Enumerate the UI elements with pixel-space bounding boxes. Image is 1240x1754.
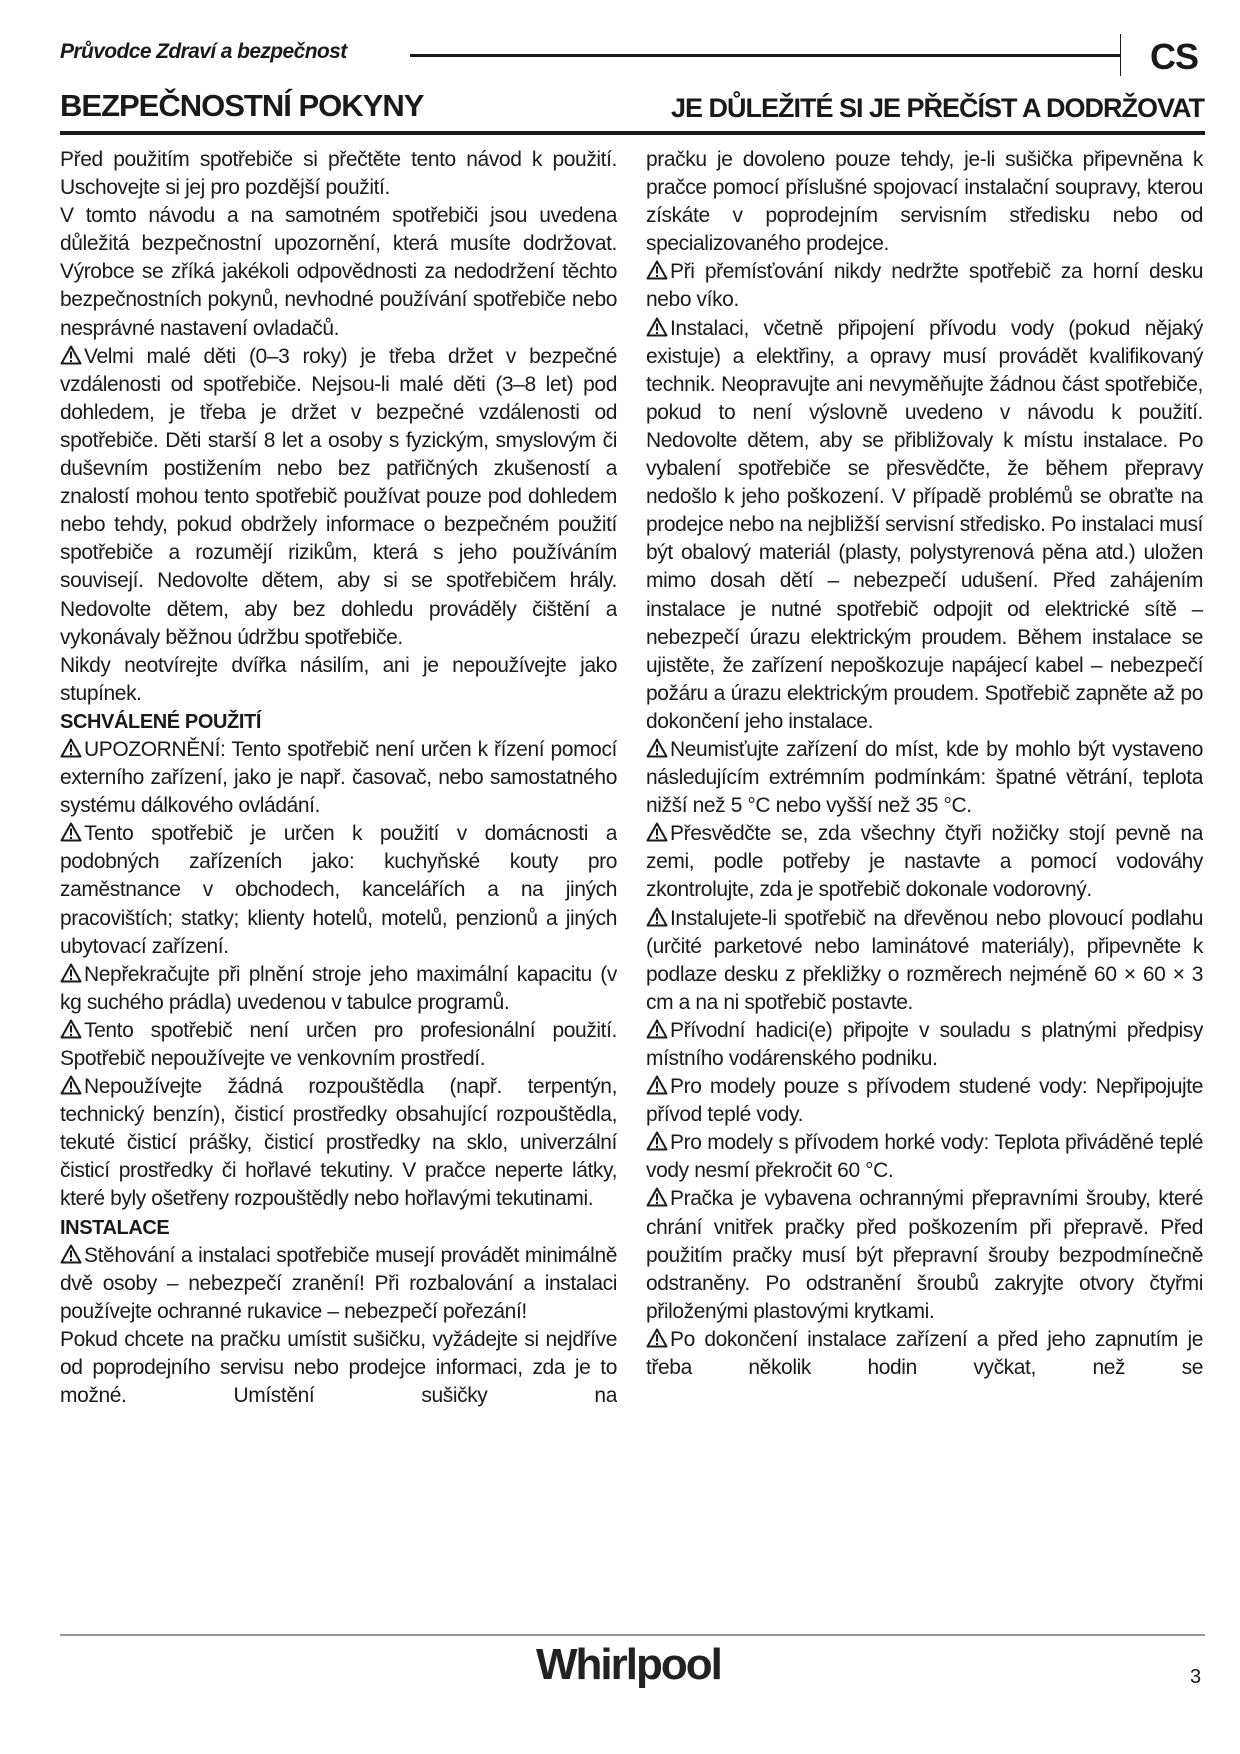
warning-text: Neumisťujte zařízení do míst, kde by mohlo být vystaveno následujícím extrémním podmínkám: špatné větrání, teplota nižší než 5 °C nebo vyšší než 35 °C.	[646, 737, 1203, 818]
warning-paragraph	[60, 820, 617, 960]
guide-title: Průvodce Zdraví a bezpečnost	[60, 40, 347, 63]
warning-text: Pračka je vybavena ochrannými přepravními šrouby, které chrání vnitřek pračky před poškozením při přepravě. Před použitím pračky musí být přepravní šrouby bezpodmínečně odstraněny. Po odstranění šroubů zakryjte otvory čtyřmi přiloženými plastovými krytkami.	[646, 1187, 1203, 1323]
warning-icon	[60, 738, 84, 761]
warning-text: UPOZORNĚNÍ: Tento spotřebič není určen k řízení pomocí externího zařízení, jako je např. časovač, nebo samostatného systému dálkového ovládání.	[60, 737, 617, 818]
warning-icon	[646, 1131, 670, 1154]
warning-icon	[60, 1244, 84, 1267]
warning-paragraph	[646, 905, 1203, 1017]
warning-text: Přívodní hadici(e) připojte v souladu s platnými předpisy místního vodárenského podniku.	[646, 1018, 1203, 1070]
warning-paragraph	[646, 1326, 1203, 1382]
warning-paragraph	[646, 1017, 1203, 1073]
footer-rule	[60, 1634, 1205, 1636]
header-divider	[410, 54, 1120, 57]
warning-paragraph	[646, 258, 1203, 314]
section-heading: INSTALACE	[60, 1216, 170, 1239]
warning-icon	[646, 1019, 670, 1042]
warning-text: Nepřekračujte při plnění stroje jeho maximální kapacitu (v kg suchého prádla) uvedenou v tabulce programů.	[60, 962, 617, 1014]
warning-paragraph	[60, 1073, 617, 1213]
warning-text: Pro modely pouze s přívodem studené vody: Nepřipojujte přívod teplé vody.	[646, 1075, 1203, 1127]
header-vertical-divider	[1120, 34, 1121, 76]
paragraph: V tomto návodu a na samotném spotřebiči jsou uvedena důležitá bezpečnostní upozornění, která musíte dodržovat. Výrobce se zříká jakékoli odpovědnosti za nedodržení těchto bezpečnostních pokynů, nevhodné používání spotřebiče nebo nesprávné nastavení ovladačů.	[60, 204, 617, 340]
warning-paragraph	[60, 1017, 617, 1073]
warning-text: Po dokončení instalace zařízení a před jeho zapnutím je třeba několik hodin vyčkat, než se	[646, 1327, 1203, 1380]
warning-icon	[60, 963, 84, 986]
warning-icon	[646, 317, 670, 340]
warning-text: Nepoužívejte žádná rozpouštědla (např. terpentýn, technický benzín), čisticí prostředky obsahující rozpouštědla, tekuté čisticí prášky, čisticí prostředky na sklo, univerzální čisticí prostředky či hořlavé tekutiny. V pračce neperte látky, které byly ošetřeny rozpouštědly nebo hořlavými tekutinami.	[60, 1075, 617, 1211]
warning-text: Velmi malé děti (0–3 roky) je třeba držet v bezpečné vzdálenosti od spotřebiče. Nejsou-li malé děti (3–8 let) pod dohledem, je třeba je držet v bezpečné vzdálenosti od spotřebiče. Děti starší 8 let a osoby s fyzickým, smyslovým či duševním postižením nebo bez patřičných zkušeností a znalostí mohou tento spotřebič používat pouze pod dohledem nebo tehdy, pokud obdržely informace o bezpečném použití spotřebiče a rozumějí rizikům, která s jeho používáním souvisejí. Nedovolte dětem, aby si se spotřebičem hrály. Nedovolte dětem, aby bez dohledu prováděly čištění a vykonávaly běžnou údržbu spotřebiče.	[60, 344, 617, 649]
section-heading: SCHVÁLENÉ POUŽITÍ	[60, 710, 261, 733]
warning-icon	[60, 1075, 84, 1098]
page-subtitle: JE DŮLEŽITÉ SI JE PŘEČÍST A DODRŽOVAT	[670, 93, 1204, 123]
warning-icon	[60, 1019, 84, 1042]
language-code: CS	[1150, 36, 1199, 77]
warning-icon	[646, 260, 670, 283]
warning-text: Při přemísťování nikdy nedržte spotřebič za horní desku nebo víko.	[646, 260, 1203, 312]
warning-paragraph	[60, 1242, 617, 1326]
warning-paragraph	[646, 736, 1203, 820]
warning-icon	[646, 1328, 670, 1351]
warning-text: Tento spotřebič je určen k použití v domácnosti a podobných zařízeních jako: kuchyňské kouty pro zaměstnance v obchodech, kancelářích a na jiných pracovištích; statky; klienty hotelů, motelů, penzionů a jiných ubytovací zařízení.	[60, 822, 617, 958]
warning-icon	[646, 822, 670, 845]
warning-text: Instalujete-li spotřebič na dřevěnou nebo plovoucí podlahu (určité parketové nebo laminátové materiály), připevněte k podlaze desku z překližky o rozměrech nejméně 60 × 60 × 3 cm a na ni spotřebič postavte.	[646, 906, 1203, 1014]
title-rule	[60, 131, 1205, 135]
warning-paragraph	[646, 1185, 1203, 1325]
page-number: 3	[1190, 1666, 1202, 1688]
paragraph: Před použitím spotřebiče si přečtěte tento návod k použití. Uschovejte si jej pro pozdější použití.	[60, 148, 617, 200]
warning-paragraph	[646, 1073, 1203, 1129]
paragraph: pračku je dovoleno pouze tehdy, je-li sušička připevněna k pračce pomocí příslušné spojovací instalační soupravy, kterou získáte v poprodejním servisním středisku nebo od specializovaného prodejce.	[646, 148, 1203, 256]
warning-icon	[646, 1075, 670, 1098]
paragraph: Nikdy neotvírejte dvířka násilím, ani je nepoužívejte jako stupínek.	[60, 653, 617, 705]
warning-paragraph	[646, 1129, 1203, 1185]
paragraph: Pokud chcete na pračku umístit sušičku, vyžádejte si nejdříve od poprodejního servisu nebo prodejce informaci, zda je to možné. Umístění sušičky na	[60, 1327, 617, 1408]
warning-paragraph	[646, 820, 1203, 904]
warning-icon	[646, 907, 670, 930]
warning-icon	[646, 1187, 670, 1210]
warning-paragraph	[60, 961, 617, 1017]
warning-text: Stěhování a instalaci spotřebiče musejí provádět minimálně dvě osoby – nebezpečí zranění! Při rozbalování a instalaci používejte ochranné rukavice – nebezpečí pořezání!	[60, 1243, 617, 1323]
warning-text: Přesvědčte se, zda všechny čtyři nožičky stojí pevně na zemi, podle potřeby je nastavte a pomocí vodováhy zkontrolujte, zda je spotřebič dokonale vodorovný.	[646, 822, 1203, 902]
warning-icon	[60, 822, 84, 845]
warning-paragraph	[646, 315, 1203, 736]
warning-icon	[60, 345, 84, 368]
page-title: BEZPEČNOSTNÍ POKYNY	[60, 88, 424, 123]
warning-text: Instalaci, včetně připojení přívodu vody (pokud nějaký existuje) a elektřiny, a opravy musí provádět kvalifikovaný technik. Neopravujte ani nevyměňujte žádnou část spotřebiče, pokud to není výslovně uvedeno v návodu k použití. Nedovolte dětem, aby se přibližovaly k místu instalace. Po vybalení spotřebiče se přesvědčte, že během přepravy nedošlo k jeho poškození. V případě problémů se obraťte na prodejce nebo na nejbližší servisní středisko. Po instalaci musí být obalový materiál (plasty, polystyrenová pěna atd.) uložen mimo dosah dětí – nebezpečí udušení. Před zahájením instalace je nutné spotřebič odpojit od elektrické sítě – nebezpečí úrazu elektrickým proudem. Během instalace se ujistěte, že zařízení nepoškozuje napájecí kabel – nebezpečí požáru a úrazu elektrickým proudem. Spotřebič zapněte až po dokončení jeho instalace.	[646, 316, 1203, 733]
warning-paragraph	[60, 343, 617, 652]
left-column	[60, 146, 617, 1608]
warning-icon	[646, 738, 670, 761]
right-column	[646, 146, 1203, 1608]
warning-paragraph	[60, 736, 617, 820]
warning-text: Pro modely s přívodem horké vody: Teplota přiváděné teplé vody nesmí překročit 60 °C.	[646, 1131, 1203, 1183]
whirlpool-logo: Whirlpool	[536, 1640, 721, 1689]
warning-text: Tento spotřebič není určen pro profesionální použití. Spotřebič nepoužívejte ve venkovním prostředí.	[60, 1018, 617, 1070]
